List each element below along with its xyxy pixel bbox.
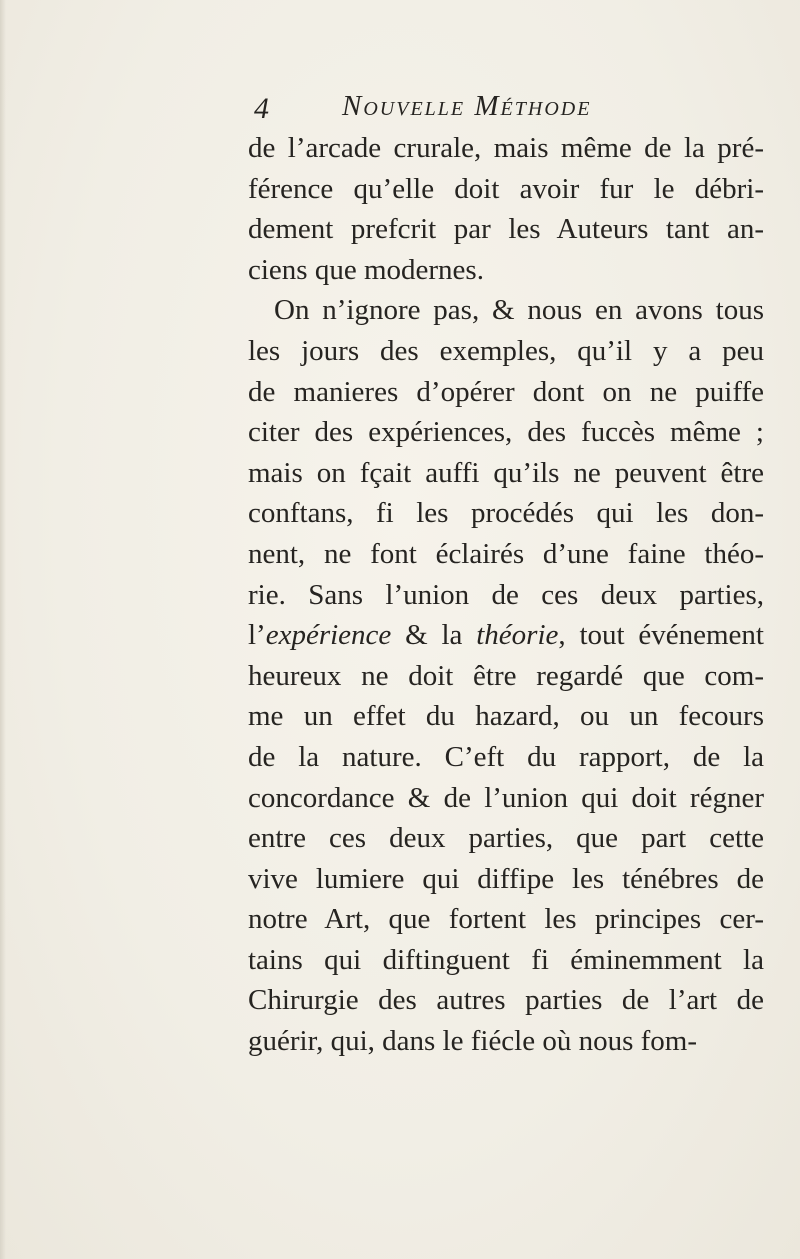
text-line: vive lumiere qui diffipe les ténébres de <box>248 862 764 895</box>
italic-term-theorie: théorie <box>476 619 559 652</box>
text-line: entre ces deux parties, que part cette <box>248 822 764 855</box>
text-line: tains qui diftinguent fi éminemment la <box>248 943 764 976</box>
page-edge-shadow <box>0 0 6 1259</box>
text-line-with-italics <box>248 615 764 656</box>
paragraph-start-line: On n’ignore pas, & nous en avons tous <box>274 294 764 327</box>
text-fragment: , tout événement <box>558 619 764 652</box>
text-fragment: & la <box>391 619 477 652</box>
text-line: me un effet du hazard, ou un fecours <box>248 700 764 733</box>
text-line: de la nature. C’eft du rapport, de la <box>248 740 764 773</box>
text-line: citer des expériences, des fuccès même ; <box>248 416 764 449</box>
text-line: heureux ne doit être regardé que com- <box>248 659 764 692</box>
text-line: notre Art, que fortent les principes cer- <box>248 903 764 936</box>
text-line: dement prefcrit par les Auteurs tant an- <box>248 213 764 246</box>
running-title: Nouvelle Méthode <box>342 90 592 122</box>
running-head <box>240 90 670 130</box>
text-line: de manieres d’opérer dont on ne puiffe <box>248 375 764 408</box>
text-line: les jours des exemples, qu’il y a peu <box>248 334 764 367</box>
text-line: Chirurgie des autres parties de l’art de <box>248 984 764 1017</box>
text-line: concordance & de l’union qui doit régner <box>248 781 764 814</box>
text-line: de l’arcade crurale, mais même de la pré- <box>248 132 764 164</box>
italic-term-experience: expérience <box>265 619 392 652</box>
text-line: rie. Sans l’union de ces deux parties, <box>248 578 764 611</box>
text-line: conftans, fi les procédés qui les don- <box>248 497 764 530</box>
text-line: férence qu’elle doit avoir fur le débri- <box>248 172 764 205</box>
page-number: 4 <box>254 92 269 125</box>
text-line: guérir, qui, dans le fiécle où nous fom- <box>248 1025 698 1058</box>
text-line: ciens que modernes. <box>248 253 484 286</box>
text-fragment: l’ <box>248 619 266 652</box>
text-line: mais on fçait auffi qu’ils ne peuvent être <box>248 456 764 489</box>
body-text <box>248 128 764 1062</box>
text-line: nent, ne font éclairés d’une faine théo- <box>248 537 764 570</box>
